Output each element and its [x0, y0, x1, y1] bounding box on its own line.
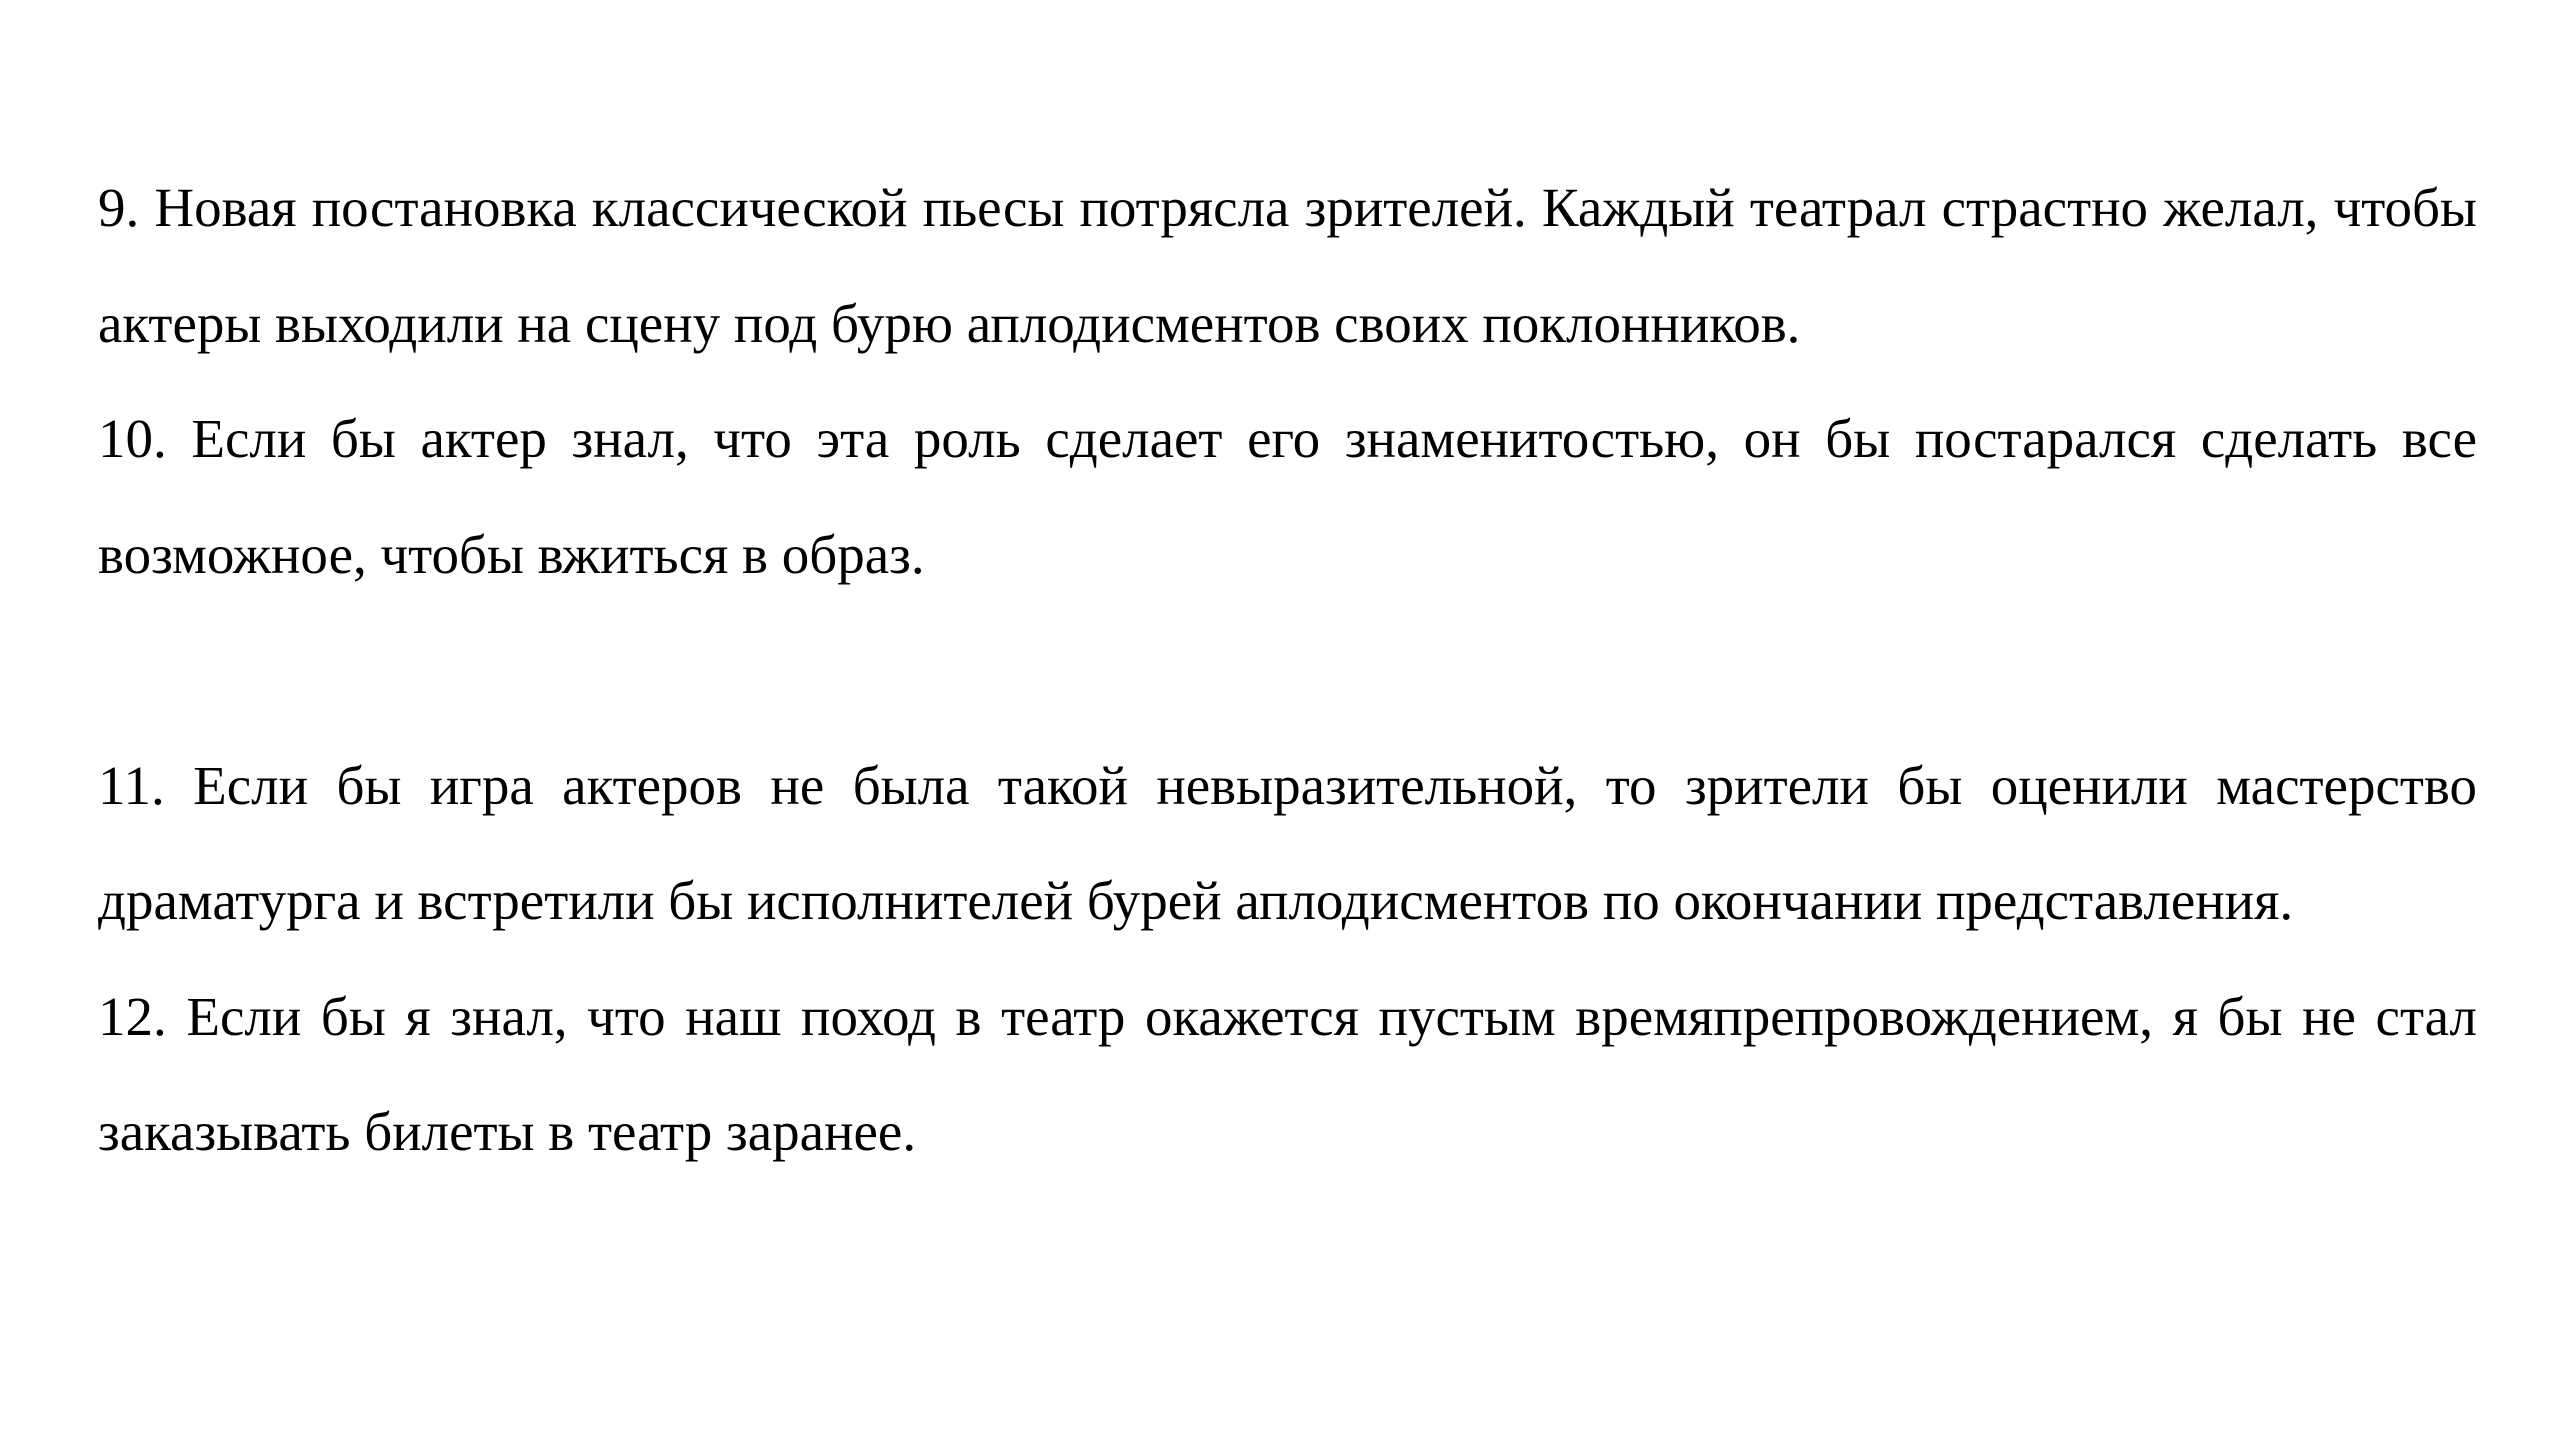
paragraph-12: 12. Если бы я знал, что наш поход в театр окажется пустым времяпрепровождением, я бы не стал заказывать билеты в театр заранее. [98, 985, 2477, 1162]
paragraph-gap [98, 612, 2477, 728]
document-page [98, 150, 2477, 1190]
paragraph-10: 10. Если бы актер знал, что эта роль сделает его знаменитостью, он бы постарался сделать все возможное, чтобы вжиться в образ. [98, 408, 2477, 585]
paragraph-11: 11. Если бы игра актеров не была такой невыразительной, то зрители бы оценили мастерство драматурга и встретили бы исполнителей бурей аплодисментов по окончании представления. [98, 754, 2477, 931]
paragraph-9: 9. Новая постановка классической пьесы потрясла зрителей. Каждый театрал страстно желал, чтобы актеры выходили на сцену под бурю аплодисментов своих поклонников. [98, 177, 2477, 354]
